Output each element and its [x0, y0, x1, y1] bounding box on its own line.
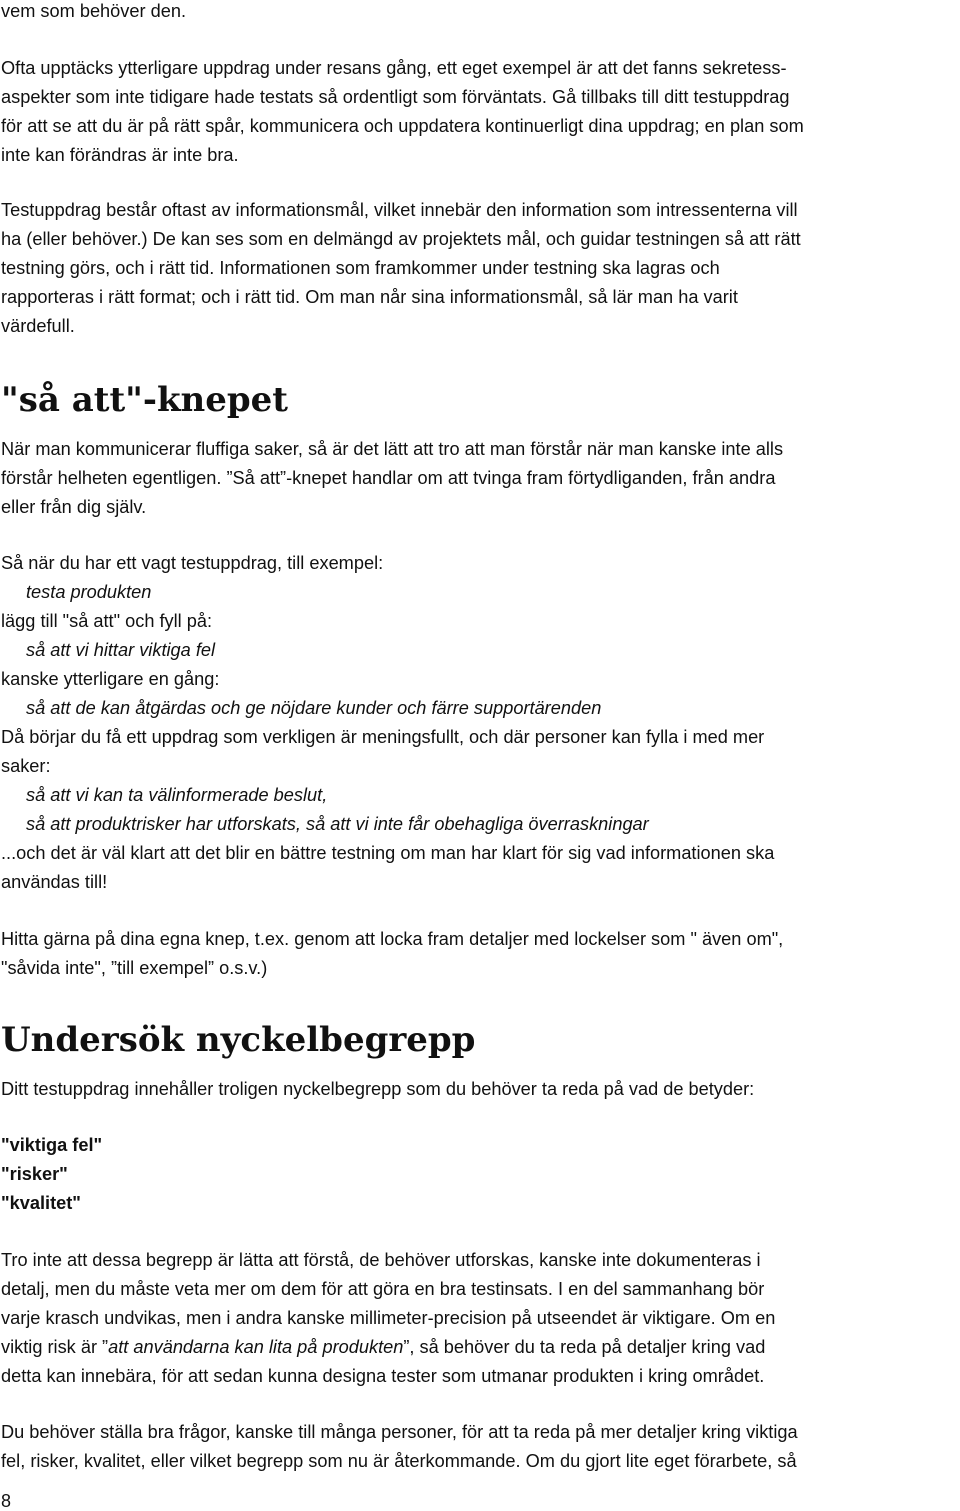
example-item: så att vi kan ta välinformerade beslut,	[26, 785, 328, 805]
emphasis-text: att användarna kan lita på produkten	[108, 1337, 404, 1357]
text-line: När man kommunicerar fluffiga saker, så är det lätt att tro att man förstår när man kanske inte alls	[1, 439, 784, 459]
text-line: varje krasch undvikas, men i andra kanske millimeter-precision på utseendet är viktigare. Om en	[1, 1308, 776, 1328]
example-item: så att produktrisker har utforskats, så att vi inte får obehagliga överraskningar	[26, 814, 649, 834]
text-line: Så när du har ett vagt testuppdrag, till exempel:	[1, 553, 384, 573]
keyword: "risker"	[1, 1164, 68, 1184]
example-item: så att vi hittar viktiga fel	[26, 640, 216, 660]
example-item: testa produkten	[26, 582, 152, 602]
text-line: aspekter som inte tidigare hade testats så ordentligt som förväntats. Gå tillbaks till ditt testuppdrag	[1, 87, 790, 107]
text-line: lägg till "så att" och fyll på:	[1, 611, 213, 631]
text-line: Ditt testuppdrag innehåller troligen nyckelbegrepp som du behöver ta reda på vad de betyder:	[1, 1079, 755, 1099]
text-line: användas till!	[1, 872, 108, 892]
text-line: Tro inte att dessa begrepp är lätta att förstå, de behöver utforskas, kanske inte dokumenteras i	[1, 1250, 761, 1270]
text-line: Hitta gärna på dina egna knep, t.ex. genom att locka fram detaljer med lockelser som " även om",	[1, 929, 784, 949]
text-line: fel, risker, kvalitet, eller vilket begrepp som nu är återkommande. Om du gjort lite eget förarbete, så	[1, 1451, 797, 1471]
keyword: "kvalitet"	[1, 1193, 81, 1213]
text-line: rapporteras i rätt format; och i rätt tid. Om man når sina informationsmål, så lär man ha varit	[1, 287, 738, 307]
section-heading: Undersök nyckelbegrepp	[1, 1020, 476, 1060]
text-line: testning görs, och i rätt tid. Informationen som framkommer under testning ska lagras och	[1, 258, 720, 278]
text-line: värdefull.	[1, 316, 75, 336]
text-line: saker:	[1, 756, 51, 776]
text-line: inte kan förändras är inte bra.	[1, 145, 239, 165]
text-line: detalj, men du måste veta mer om dem för att göra en bra testinsats. I en del sammanhang bör	[1, 1279, 765, 1299]
text-line: kanske ytterligare en gång:	[1, 669, 220, 689]
text-span: viktig risk är ”	[1, 1337, 109, 1357]
text-line: Ofta upptäcks ytterligare uppdrag under resans gång, ett eget exempel är att det fanns sekretess-	[1, 58, 787, 78]
text-line: detta kan innebära, för att sedan kunna designa tester som utmanar produkten i kring området.	[1, 1366, 765, 1386]
text-line: "såvida inte", ”till exempel” o.s.v.)	[1, 958, 268, 978]
keyword: "viktiga fel"	[1, 1135, 103, 1155]
text-line: Du behöver ställa bra frågor, kanske till många personer, för att ta reda på mer detaljer kring viktiga	[1, 1422, 798, 1442]
example-item: så att de kan åtgärdas och ge nöjdare kunder och färre supportärenden	[26, 698, 602, 718]
text-line: ...och det är väl klart att det blir en bättre testning om man har klart för sig vad informationen ska	[1, 843, 775, 863]
text-line	[1, 1336, 765, 1358]
page-number: 8	[1, 1491, 12, 1511]
text-line: ha (eller behöver.) De kan ses som en delmängd av projektets mål, och guidar testningen så att rätt	[1, 229, 801, 249]
text-line: vem som behöver den.	[1, 1, 187, 21]
text-line: för att se att du är på rätt spår, kommunicera och uppdatera kontinuerligt dina uppdrag; en plan som	[1, 116, 804, 136]
text-line: Testuppdrag består oftast av informationsmål, vilket innebär den information som intressenterna vill	[1, 200, 798, 220]
text-line: förstår helheten egentligen. ”Så att”-knepet handlar om att tvinga fram förtydliganden, från andra	[1, 468, 776, 488]
text-span: ”, så behöver du ta reda på detaljer kring vad	[403, 1337, 766, 1357]
text-line: eller från dig själv.	[1, 497, 147, 517]
text-line: Då börjar du få ett uppdrag som verkligen är meningsfullt, och där personer kan fylla i med mer	[1, 727, 765, 747]
section-heading: "så att"-knepet	[1, 380, 289, 420]
